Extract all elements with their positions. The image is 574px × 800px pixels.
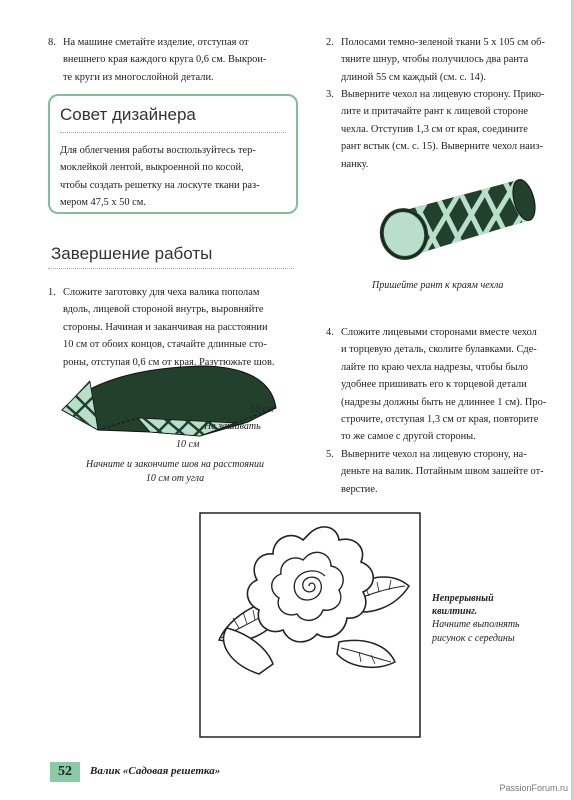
step-number: 8. xyxy=(48,37,56,48)
text-line: 10 см от обоих концов, стачайте длинные сто- xyxy=(63,339,267,351)
designer-tip-box xyxy=(48,94,298,214)
step-number: 1. xyxy=(48,287,56,298)
text-line: лайте по краю чехла надрезы, чтобы было xyxy=(341,361,528,373)
figure-caption: Пришейте рант к краям чехла xyxy=(372,280,504,291)
text-line: и торцевую деталь, сколите булавками. Сде- xyxy=(341,344,537,356)
measure-label-mid: Не зашивать xyxy=(204,421,261,432)
bolster-illustration xyxy=(370,172,540,272)
caption-title-line: квилтинг. xyxy=(432,606,478,617)
section-title: Завершение работы xyxy=(51,244,213,263)
caption-line: Начните выполнять xyxy=(432,619,520,630)
caption-title-line: Непрерывный xyxy=(432,593,494,604)
text-line: Выверните чехол на лицевую сторону. Прико- xyxy=(341,89,545,100)
running-footer-title: Валик «Садовая решетка» xyxy=(90,765,221,777)
tip-title: Совет дизайнера xyxy=(60,105,196,124)
text-line: то же самое с другой стороны. xyxy=(341,431,476,443)
text-line: На машине сметайте изделие, отступая от xyxy=(63,37,249,48)
quilting-caption xyxy=(432,592,568,646)
caption-line: Начните и закончите шов на расстоянии xyxy=(86,459,264,470)
step-number: 3. xyxy=(326,89,334,100)
text-line: стороны. Начиная и заканчивая на расстоянии xyxy=(63,321,268,333)
text-line: вдоль, лицевой стороной внутрь, выровняйте xyxy=(63,304,264,316)
text-line: Сложите заготовку для чеха валика пополам xyxy=(63,287,260,298)
text-line: удобнее пришивать его к торцевой детали xyxy=(341,379,527,391)
text-line: моклейкой лентой, выкроенной по косой, xyxy=(60,162,244,174)
step-number: 2. xyxy=(326,37,334,48)
watermark: PassionForum.ru xyxy=(499,783,568,793)
text-line: роны, отступая 0,6 см от края. Разутюжьте шов. xyxy=(63,356,275,368)
divider xyxy=(60,132,286,133)
text-line: нанку. xyxy=(341,158,369,170)
text-line: Для облегчения работы воспользуйтесь тер- xyxy=(60,145,256,156)
divider xyxy=(48,268,294,269)
page-number: 52 xyxy=(58,764,72,779)
text-line: рант встык (см. с. 15). Выверните чехол наиз- xyxy=(341,141,543,153)
measure-label-top: 10 см xyxy=(250,404,274,415)
text-line: тяните шнур, чтобы получилось два ранта xyxy=(341,54,529,66)
step-number: 4. xyxy=(326,327,334,338)
tip-text xyxy=(60,142,286,212)
text-line: строчите, отступая 1,3 см от края, повторите xyxy=(341,414,539,426)
step-number: 5. xyxy=(326,449,334,460)
caption-line: рисунок с середины xyxy=(432,633,515,644)
text-line: верстие. xyxy=(341,483,378,495)
text-line: лите и притачайте рант к лицевой стороне xyxy=(341,106,529,118)
text-line: мером 47,5 x 50 см. xyxy=(60,197,146,209)
text-line: Выверните чехол на лицевую сторону, на- xyxy=(341,449,527,460)
text-line: чтобы создать решетку на лоскуте ткани раз- xyxy=(60,179,260,191)
measure-label-bottom: 10 см xyxy=(176,439,200,450)
text-line: Сложите лицевыми сторонами вместе чехол xyxy=(341,327,537,338)
text-line: деньте на валик. Потайным швом зашейте от- xyxy=(341,466,544,478)
caption-line: 10 см от угла xyxy=(145,473,205,484)
text-line: (надрезы должны быть не длиннее 1 см). Про- xyxy=(341,396,547,408)
text-line: внешнего края каждого круга 0,6 см. Выкрои- xyxy=(63,54,267,66)
text-line: Полосами темно-зеленой ткани 5 x 105 см об- xyxy=(341,37,545,48)
text-line: длиной 55 см каждый (см. с. 14). xyxy=(341,71,486,83)
figure-caption xyxy=(60,458,290,486)
page-number-badge xyxy=(50,762,80,782)
text-line: чехла. Отступив 1,3 см от края, соедините xyxy=(341,123,528,135)
quilting-pattern xyxy=(199,512,421,738)
text-line: те круги из многослойной детали. xyxy=(63,71,214,83)
